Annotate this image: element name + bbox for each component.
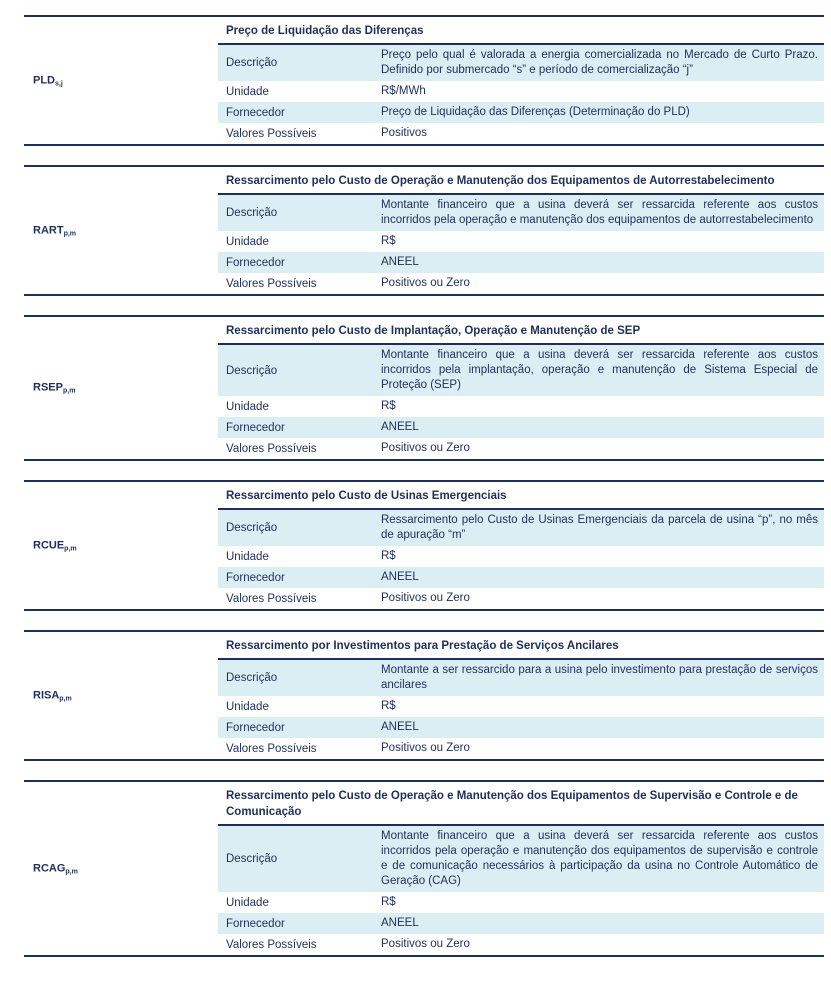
variable-title: Ressarcimento pelo Custo de Implantação, Operação e Manutenção de SEP [218,317,824,345]
supplier-value: Preço de Liquidação das Diferenças (Determinação do PLD) [381,106,690,118]
variable-table [24,480,824,611]
variable-title: Ressarcimento pelo Custo de Operação e Manutenção dos Equipamentos de Supervisão e Controle e de Comunicação [218,782,824,826]
description-row [218,345,824,396]
supplier-row [218,717,824,738]
unit-row [218,231,824,252]
possible-values-label: Valores Possíveis [226,938,317,951]
possible-values-label: Valores Possíveis [226,742,317,755]
variable-table [24,15,824,146]
variables-document [24,15,824,957]
supplier-row [218,913,824,934]
unit-row [218,396,824,417]
supplier-value: ANEEL [381,917,419,929]
description-label: Descrição [226,522,278,534]
description-value: Montante financeiro que a usina deverá ser ressarcida referente aos custos incorridos pela operação e manutenção dos equipamentos de supervisão e controle e de comunicação necessários à participação da usina no Controle Automático de Geração (CAG) [381,830,818,887]
possible-values-row [218,934,824,955]
description-value: Montante a ser ressarcido para a usina pelo investimento para prestação de serviços ancilares [381,664,818,691]
possible-values-value: Positivos ou Zero [381,938,470,950]
unit-label: Unidade [226,700,269,713]
unit-row [218,546,824,567]
description-value: Montante financeiro que a usina deverá ser ressarcida referente aos custos incorridos pela operação e manutenção dos equipamentos de autorrestabelecimento [381,199,818,226]
unit-label: Unidade [226,550,269,563]
supplier-row [218,417,824,438]
possible-values-row [218,438,824,459]
supplier-label: Fornecedor [226,256,285,269]
unit-value: R$ [381,700,396,712]
variable-table [24,165,824,296]
unit-value: R$ [381,235,396,247]
block-spacer [24,296,824,315]
description-row [218,660,824,696]
variable-details [218,632,824,759]
possible-values-label: Valores Possíveis [226,127,317,140]
description-row [218,510,824,546]
supplier-label: Fornecedor [226,106,285,119]
unit-value: R$ [381,550,396,562]
supplier-value: ANEEL [381,256,419,268]
description-row [218,826,824,892]
possible-values-value: Positivos ou Zero [381,742,470,754]
variable-symbol: $RCAG_{p,m}$ [33,862,78,875]
variable-title: Preço de Liquidação das Diferenças [218,17,824,45]
description-label: Descrição [226,57,278,69]
variable-symbol: $RSEP_{p,m}$ [33,381,76,395]
supplier-row [218,252,824,273]
possible-values-value: Positivos ou Zero [381,277,470,289]
possible-values-label: Valores Possíveis [226,592,317,605]
supplier-label: Fornecedor [226,421,285,434]
supplier-row [218,102,824,123]
variable-details [218,167,824,294]
supplier-label: Fornecedor [226,721,285,734]
unit-row [218,892,824,913]
unit-row [218,81,824,102]
variable-details [218,482,824,609]
unit-label: Unidade [226,235,269,248]
unit-value: R$ [381,896,396,908]
supplier-value: ANEEL [381,571,419,583]
description-value: Preço pelo qual é valorada a energia comercializada no Mercado de Curto Prazo. Definido por submercado “s” e período de comercialização “j” [381,49,818,76]
block-spacer [24,761,824,780]
possible-values-value: Positivos ou Zero [381,442,470,454]
variable-symbol: $PLD_{s,j}$ [33,74,63,87]
variable-table [24,630,824,761]
unit-label: Unidade [226,896,269,909]
variable-title: Ressarcimento pelo Custo de Operação e Manutenção dos Equipamentos de Autorrestabelecimento [218,167,824,195]
variable-title: Ressarcimento por Investimentos para Prestação de Serviços Ancilares [218,632,824,660]
description-label: Descrição [226,364,278,377]
block-spacer [24,611,824,630]
supplier-value: ANEEL [381,421,419,433]
variable-symbol: $RISA_{p,m}$ [33,689,72,702]
description-label: Descrição [226,672,278,684]
variable-details [218,17,824,144]
supplier-label: Fornecedor [226,571,285,584]
supplier-row [218,567,824,588]
variable-table [24,780,824,957]
variable-title: Ressarcimento pelo Custo de Usinas Emergenciais [218,482,824,510]
block-spacer [24,146,824,165]
possible-values-row [218,123,824,144]
description-row [218,45,824,81]
supplier-value: ANEEL [381,721,419,733]
variable-details [218,317,824,459]
description-label: Descrição [226,207,278,219]
possible-values-value: Positivos ou Zero [381,592,470,604]
possible-values-row [218,738,824,759]
unit-value: R$ [381,400,396,412]
unit-label: Unidade [226,400,269,413]
variable-symbol: $RART_{p,m}$ [33,224,77,237]
description-value: Ressarcimento pelo Custo de Usinas Emergenciais da parcela de usina “p”, no mês de apuração “m” [381,514,818,541]
possible-values-value: Positivos [381,127,428,139]
unit-row [218,696,824,717]
possible-values-row [218,588,824,609]
variable-table [24,315,824,461]
unit-value: R$/MWh [381,85,426,97]
description-value: Montante financeiro que a usina deverá ser ressarcida referente aos custos incorridos pela implantação, operação e manutenção de Sistema Especial de Proteção (SEP) [381,349,818,391]
unit-label: Unidade [226,85,269,98]
description-label: Descrição [226,853,278,865]
supplier-label: Fornecedor [226,917,285,930]
description-row [218,195,824,231]
block-spacer [24,461,824,480]
possible-values-row [218,273,824,294]
possible-values-label: Valores Possíveis [226,277,317,290]
variable-symbol: $RCUE_{p,m}$ [33,539,77,552]
variable-details [218,782,824,955]
possible-values-label: Valores Possíveis [226,442,317,455]
